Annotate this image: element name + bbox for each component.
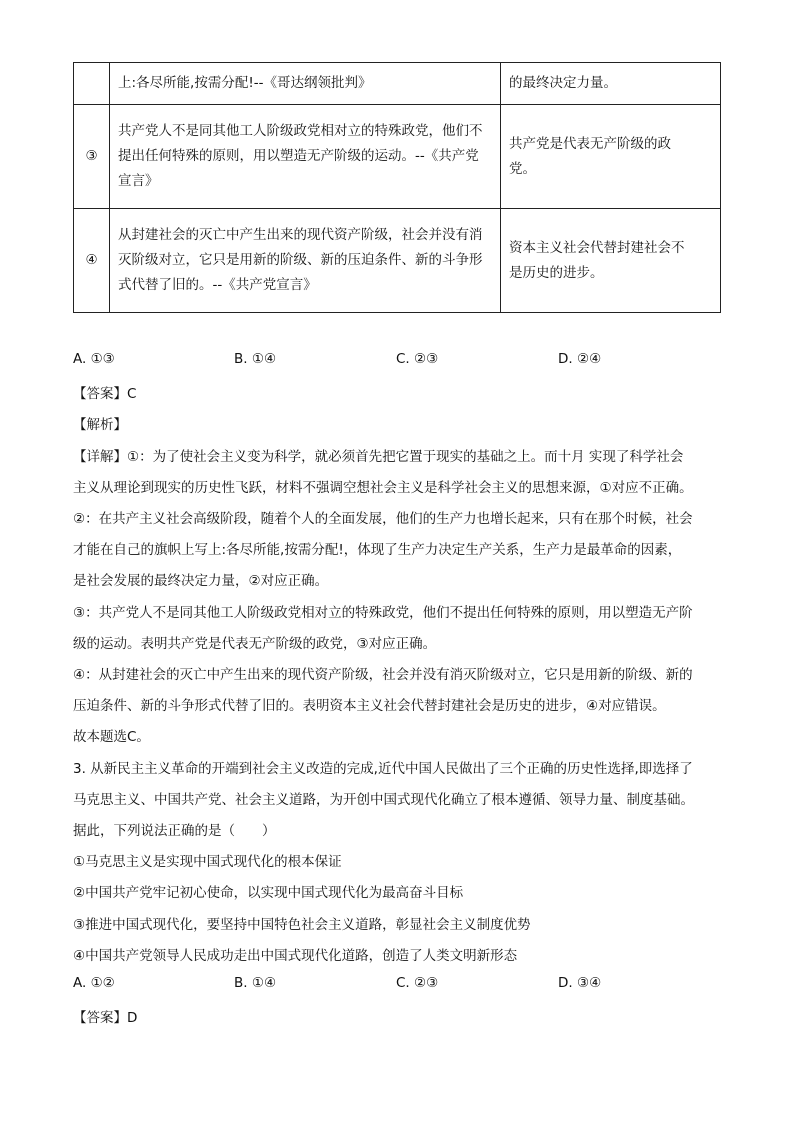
row-number: ④ — [74, 209, 110, 313]
option-c: C. ②③ — [396, 975, 439, 991]
material-table — [73, 62, 721, 313]
q2-analysis-label: 【解析】 — [73, 417, 127, 433]
conclusion-line: 共产党是代表无产阶级的政 — [509, 135, 671, 152]
conclusion-cell — [501, 63, 721, 105]
q3-options — [73, 975, 723, 995]
conclusion-line: 资本主义社会代替封建社会不 — [509, 239, 685, 256]
q3-statement: ②中国共产党牢记初心使命，以实现中国式现代化为最高奋斗目标 — [73, 885, 464, 901]
option-d: D. ②④ — [558, 351, 602, 367]
detail-line: ②：在共产主义社会高级阶段，随着个人的全面发展，他们的生产力也增长起来，只有在那个时候，社会 — [73, 511, 693, 527]
conclusion-cell — [501, 209, 721, 313]
table-row — [74, 63, 721, 105]
conclusion-line: 是历史的进步。 — [509, 264, 604, 281]
option-b: B. ①④ — [234, 351, 277, 367]
material-line: 灭阶级对立，它只是用新的阶级、新的压迫条件、新的斗争形 — [118, 252, 483, 268]
detail-line: ④：从封建社会的灭亡中产生出来的现代资产阶级，社会并没有消灭阶级对立，它只是用新的阶级、新的 — [73, 667, 693, 683]
material-line: 式代替了旧的。--《共产党宣言》 — [118, 277, 317, 293]
detail-line: 压迫条件、新的斗争形式代替了旧的。表明资本主义社会代替封建社会是历史的进步，④对应错误。 — [73, 698, 666, 714]
detail-line: 故本题选C。 — [73, 729, 150, 745]
table-row — [74, 209, 721, 313]
detail-line: ③：共产党人不是同其他工人阶级政党相对立的特殊政党，他们不提出任何特殊的原则，用以塑造无产阶 — [73, 605, 693, 621]
detail-line: 主义从理论到现实的历史性飞跃，材料不强调空想社会主义是科学社会主义的思想来源，①对应不正确。 — [73, 480, 693, 496]
table-row — [74, 105, 721, 209]
material-line: 共产党人不是同其他工人阶级政党相对立的特殊政党，他们不 — [118, 123, 483, 139]
detail-line: 才能在自己的旗帜上写上:各尽所能,按需分配!，体现了生产力决定生产关系，生产力是最革命的因素， — [73, 542, 682, 558]
material-cell — [110, 105, 501, 209]
detail-line: 【详解】①：为了使社会主义变为科学，就必须首先把它置于现实的基础之上。而十月 实现了科学社会 — [73, 449, 684, 465]
option-b: B. ①④ — [234, 975, 277, 991]
q3-statement: ①马克思主义是实现中国式现代化的根本保证 — [73, 854, 342, 870]
conclusion-cell — [501, 105, 721, 209]
detail-line: 级的运动。表明共产党是代表无产阶级的政党，③对应正确。 — [73, 636, 437, 652]
material-cell — [110, 63, 501, 105]
option-a: A. ①③ — [73, 351, 115, 367]
material-line: 提出任何特殊的原则，用以塑造无产阶级的运动。--《共产党 — [118, 148, 479, 164]
material-line: 上:各尽所能,按需分配!--《哥达纲领批判》 — [118, 75, 372, 91]
detail-line: 是社会发展的最终决定力量，②对应正确。 — [73, 573, 329, 589]
q2-answer: 【答案】C — [73, 386, 137, 402]
q2-options — [73, 351, 723, 371]
q3-stem-line: 据此，下列说法正确的是（ ） — [73, 823, 276, 839]
material-line: 从封建社会的灭亡中产生出来的现代资产阶级，社会并没有消 — [118, 227, 483, 243]
material-line: 宣言》 — [118, 173, 159, 189]
q3-answer: 【答案】D — [73, 1010, 138, 1026]
q3-stem-line: 3. 从新民主主义革命的开端到社会主义改造的完成,近代中国人民做出了三个正确的历史性选择,即选择了 — [73, 761, 693, 777]
conclusion-line: 的最终决定力量。 — [509, 75, 617, 91]
row-number — [74, 63, 110, 105]
q3-stem-line: 马克思主义、中国共产党、社会主义道路，为开创中国式现代化确立了根本遵循、领导力量、制度基础。 — [73, 792, 694, 808]
option-c: C. ②③ — [396, 351, 439, 367]
q3-statement: ④中国共产党领导人民成功走出中国式现代化道路，创造了人类文明新形态 — [73, 948, 518, 964]
q3-statement: ③推进中国式现代化，要坚持中国特色社会主义道路，彰显社会主义制度优势 — [73, 917, 531, 933]
option-d: D. ③④ — [558, 975, 602, 991]
option-a: A. ①② — [73, 975, 115, 991]
conclusion-line: 党。 — [509, 160, 536, 177]
material-cell — [110, 209, 501, 313]
row-number: ③ — [74, 105, 110, 209]
